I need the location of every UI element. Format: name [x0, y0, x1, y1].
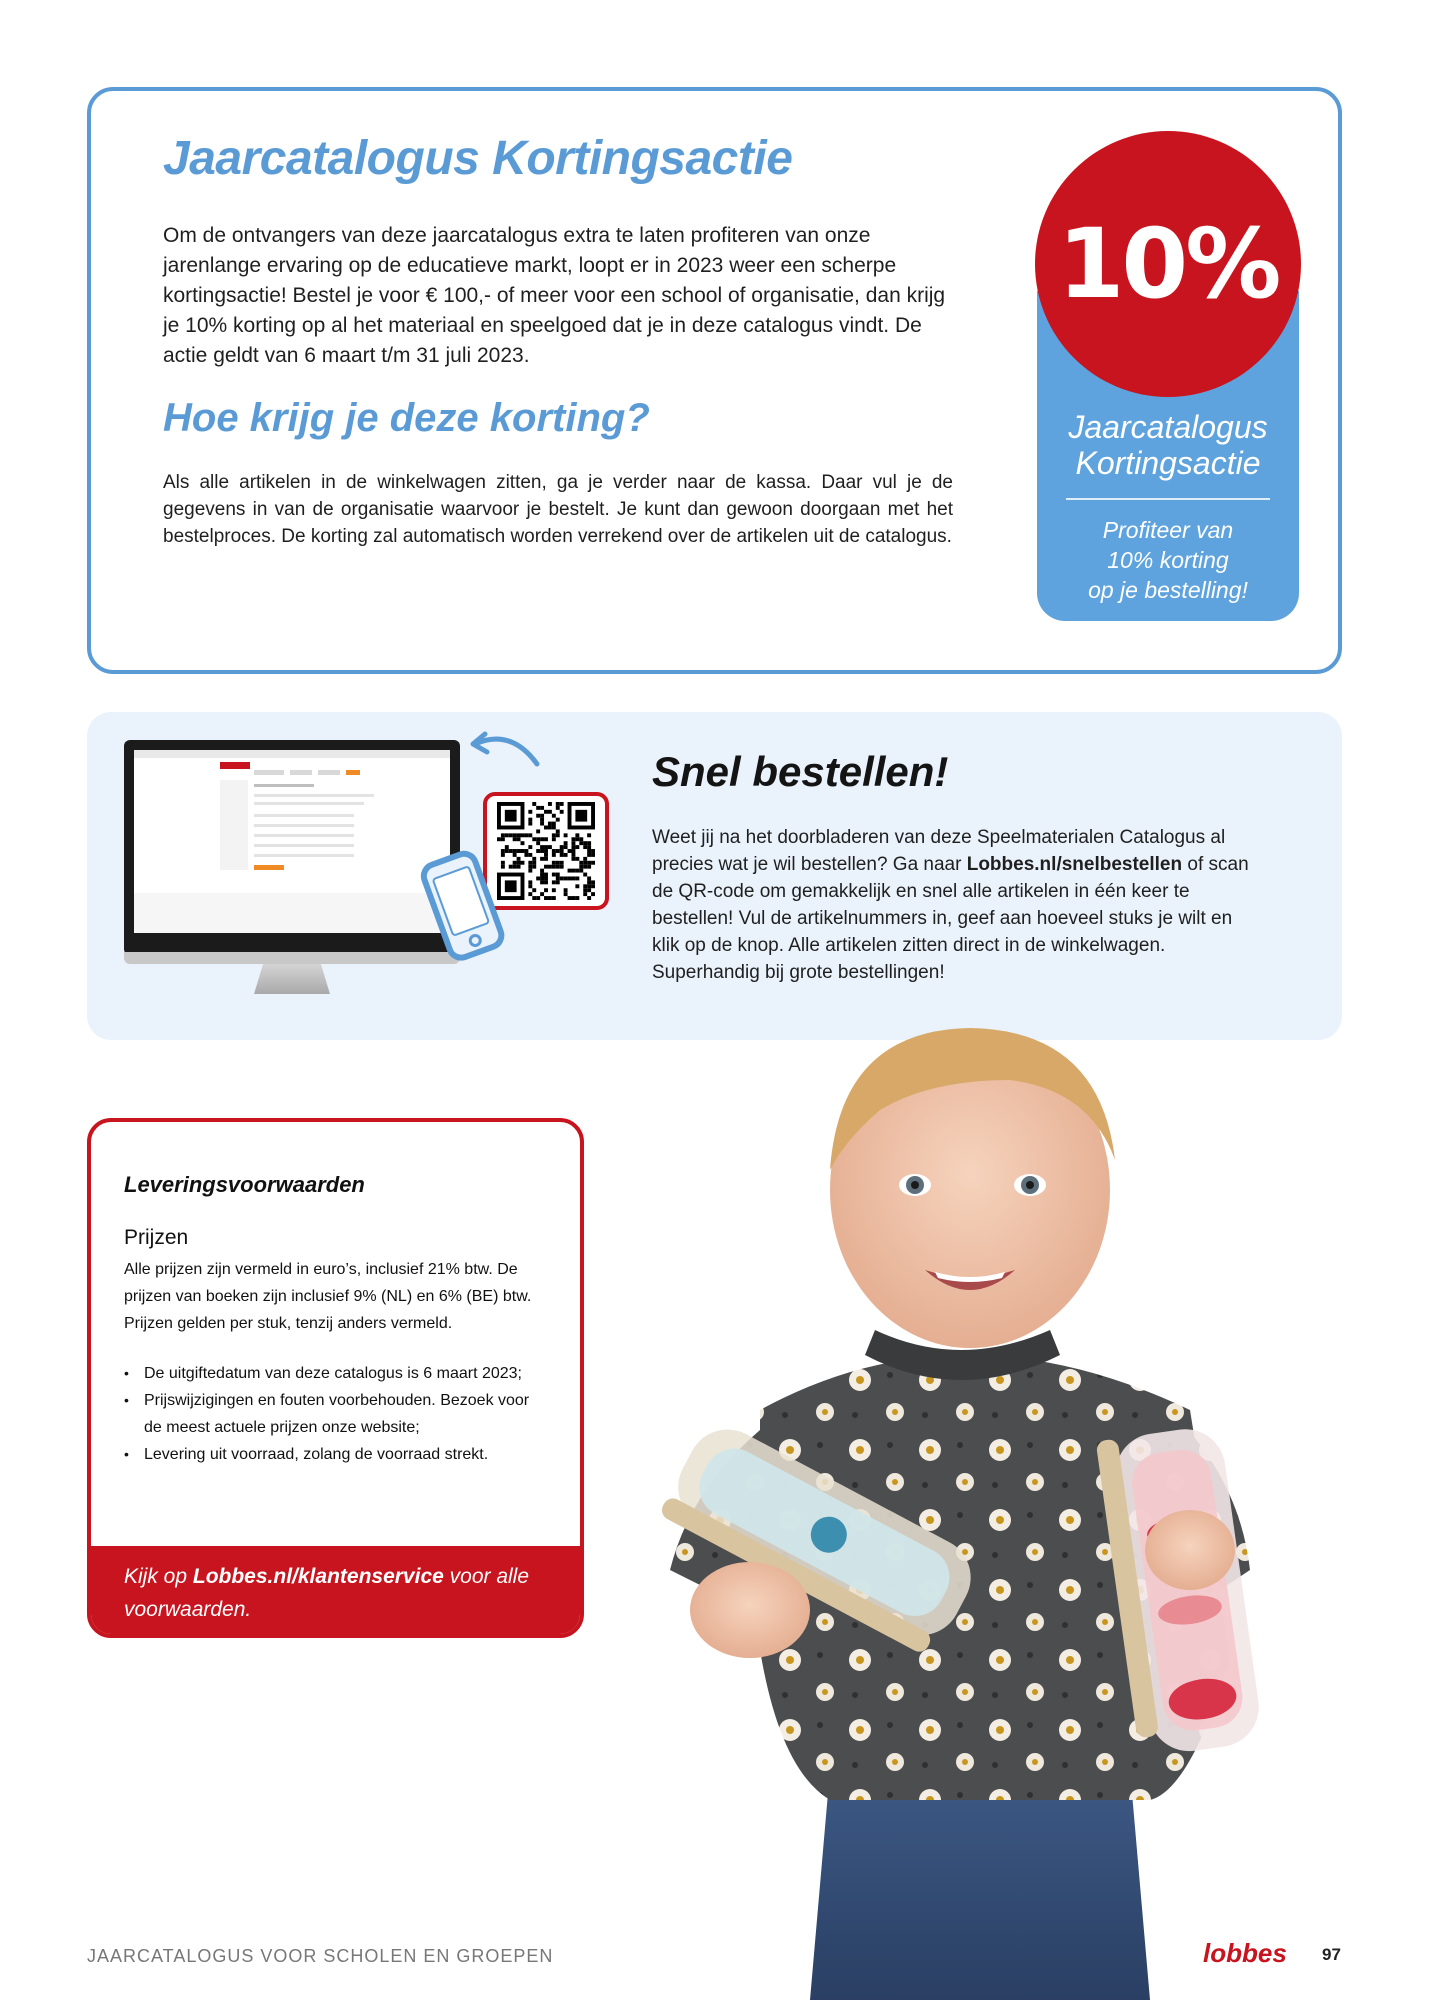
quick-order-text-2: of scan de QR-code om gemakkelijk en snel alle artikelen in één keer te bestellen! Vul de artikelnummers in, geef aan hoeveel stuks je wilt en klik op de knop. Alle artikelen zitten direct in de winkelwagen. Superhandig bij grote bestellingen! — [652, 854, 1249, 983]
page-number: 97 — [1322, 1945, 1341, 1964]
promo-section — [87, 87, 1342, 674]
website-screenshot — [134, 750, 450, 933]
delivery-terms-list — [124, 1360, 544, 1468]
delivery-footer-suffix: voor alle voorwaarden. — [124, 1565, 530, 1621]
promo-title: Jaarcatalogus Kortingsactie — [163, 132, 793, 185]
product-photo — [630, 1010, 1330, 2000]
delivery-footer — [91, 1546, 580, 1634]
badge-divider — [1066, 498, 1270, 500]
badge-label-line2: Kortingsactie — [1075, 445, 1261, 481]
lobbes-logo: lobbes — [1203, 1938, 1287, 1968]
badge-cta-line1: Profiteer van — [1102, 517, 1234, 543]
customer-service-link[interactable]: Lobbes.nl/klantenservice — [192, 1565, 444, 1588]
badge-cta-line3: op je bestelling! — [1088, 577, 1248, 603]
quick-order-text — [652, 824, 1257, 986]
list-item: • Prijswijzigingen en fouten voorbehouden. Bezoek voor de meest actuele prijzen onze website; — [124, 1387, 544, 1441]
quick-order-title: Snel bestellen! — [652, 748, 949, 795]
monitor-stand — [254, 964, 330, 994]
discount-badge-label — [1037, 409, 1299, 481]
badge-label-line1: Jaarcatalogus — [1068, 409, 1268, 445]
prices-text: Alle prijzen zijn vermeld in euro’s, inclusief 21% btw. De prijzen van boeken zijn inclusief 9% (NL) en 6% (BE) btw. Prijzen gelden per stuk, tenzij anders vermeld. — [124, 1261, 532, 1332]
monitor-icon — [124, 740, 460, 955]
list-item: • Levering uit voorraad, zolang de voorraad strekt. — [124, 1441, 544, 1468]
promo-intro: Om de ontvangers van deze jaarcatalogus extra te laten profiteren van onze jarenlange ervaring op de educatieve markt, loopt er in 2023 weer een scherpe kortingsactie! Bestel je voor € 100,- of meer voor een school of organisatie, dan krijg je 10% korting op al het materiaal en speelgoed dat je in deze catalogus vindt. De actie geldt van 6 maart t/m 31 juli 2023. — [163, 224, 946, 367]
delivery-terms-section — [87, 1118, 584, 1638]
smartphone-icon — [412, 847, 512, 967]
discount-badge-circle — [1035, 131, 1301, 397]
discount-badge-cta — [1037, 515, 1299, 605]
arrow-icon — [467, 728, 547, 778]
catalog-name: JAARCATALOGUS VOOR SCHOLEN EN GROEPEN — [87, 1946, 554, 1966]
discount-percent: 10% — [1057, 208, 1279, 320]
quick-order-section — [87, 712, 1342, 1040]
quick-order-text-1: Weet jij na het doorbladeren van deze Speelmaterialen Catalogus al precies wat je wil bestellen? Ga naar — [652, 827, 1226, 875]
monitor-chin — [124, 952, 460, 964]
promo-subtitle: Hoe krijg je deze korting? — [163, 396, 650, 440]
delivery-title: Leveringsvoorwaarden — [124, 1172, 365, 1197]
promo-how-to: Als alle artikelen in de winkelwagen zitten, ga je verder naar de kassa. Daar vul je de gegevens in van de organisatie waarvoor je bestelt. Je kunt dan gewoon doorgaan met het bestelproces. De korting zal automatisch worden verrekend over de artikelen uit de catalogus. — [163, 472, 953, 547]
list-item: • De uitgiftedatum van deze catalogus is 6 maart 2023; — [124, 1360, 544, 1387]
delivery-footer-prefix: Kijk op — [124, 1565, 193, 1588]
prices-heading: Prijzen — [124, 1226, 189, 1249]
badge-cta-line2: 10% korting — [1107, 547, 1229, 573]
quick-order-link[interactable]: Lobbes.nl/snelbestellen — [966, 854, 1183, 875]
